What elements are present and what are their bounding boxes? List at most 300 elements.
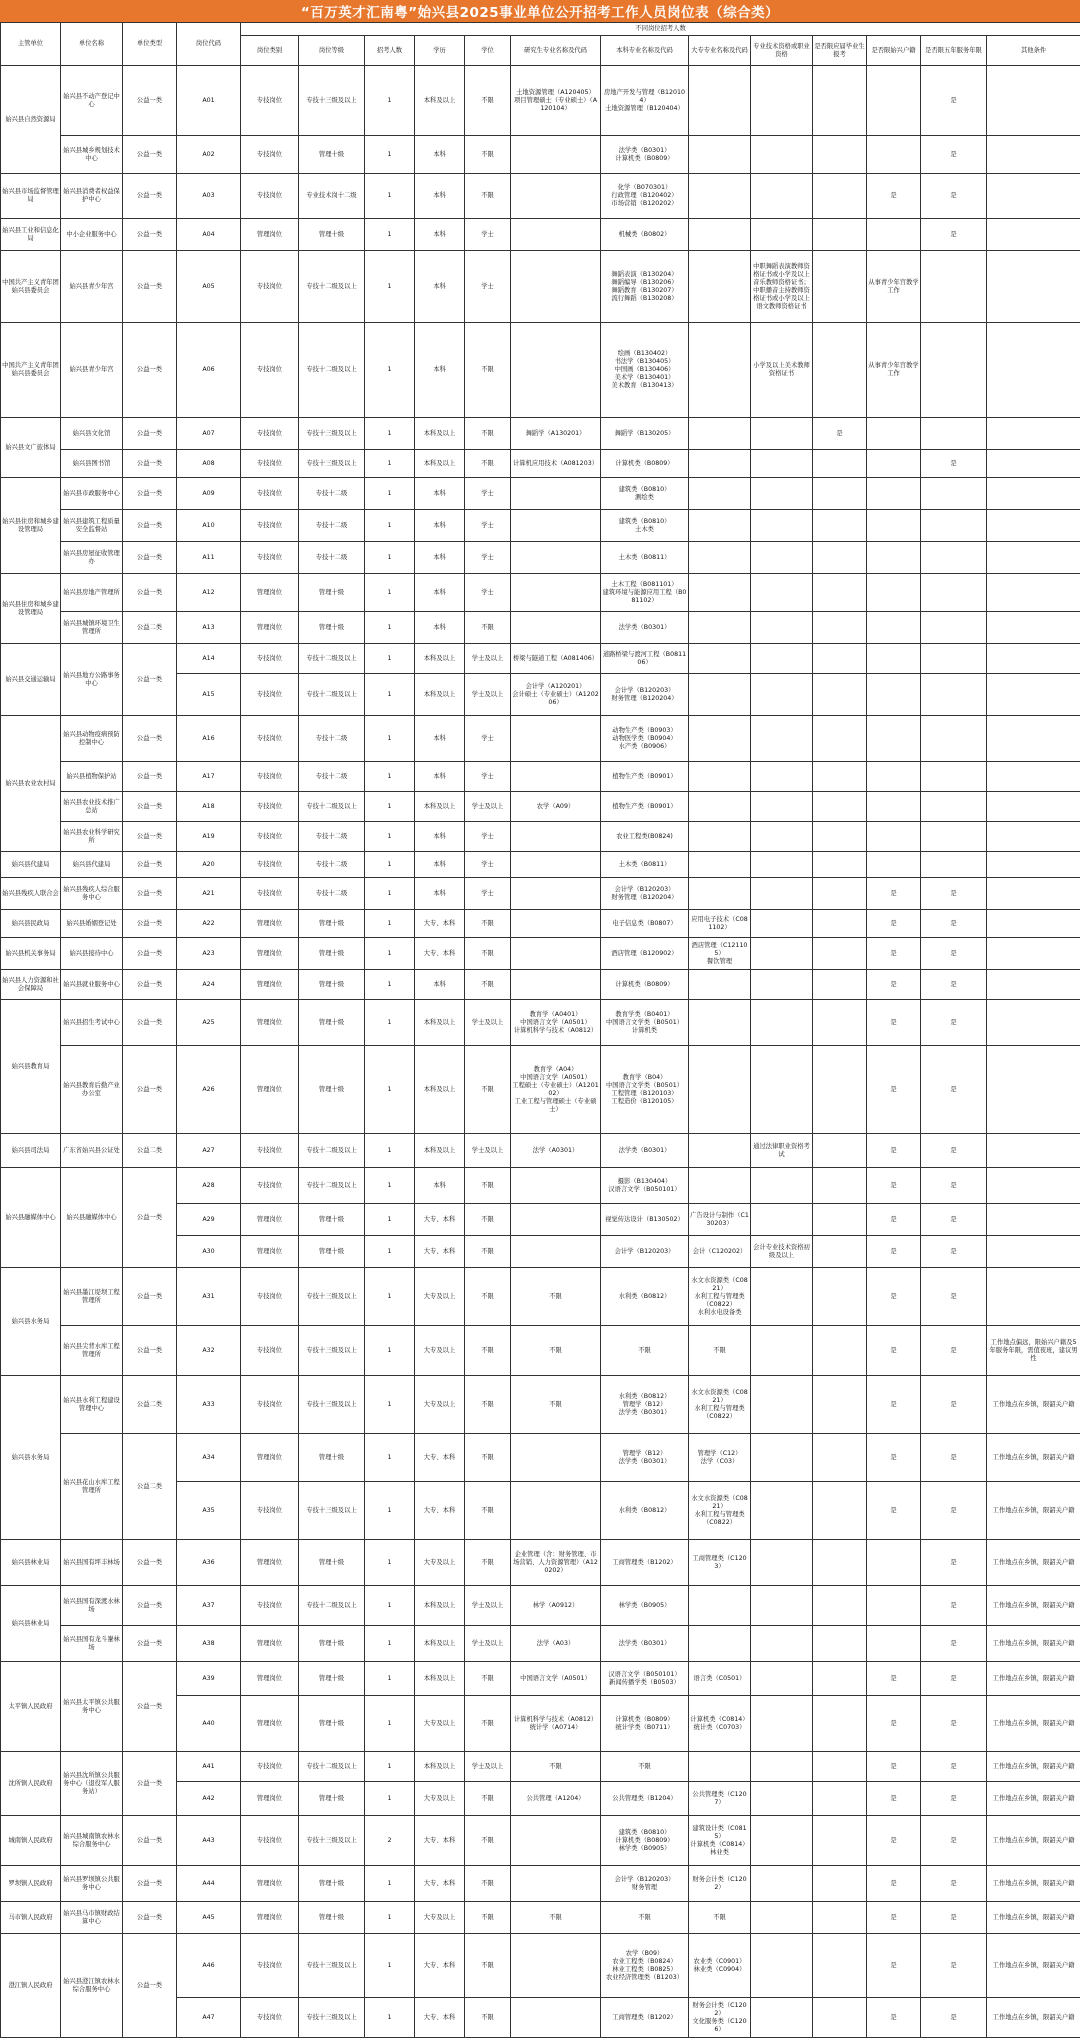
table-cell: 大专及以上	[415, 1902, 465, 1934]
table-cell: 学士及以上	[465, 1000, 511, 1046]
table-row	[1, 1268, 1080, 1326]
table-cell: 专技岗位	[241, 251, 299, 323]
table-cell: 工作地点在乡镇，限韶关户籍	[987, 1376, 1080, 1434]
table-cell: 不限	[465, 323, 511, 418]
table-cell	[987, 323, 1080, 418]
table-cell: 汉语言文学（B050101） 新闻传播学类（B0503）	[601, 1662, 689, 1696]
table-cell	[511, 574, 601, 612]
col-header: 岗位等级	[299, 36, 365, 66]
table-cell: 专技岗位	[241, 1268, 299, 1326]
unit-cell: 始兴县代建局	[61, 852, 123, 878]
table-cell: 1	[365, 1586, 415, 1626]
table-cell: 不限	[465, 612, 511, 644]
table-cell: 学士	[465, 251, 511, 323]
table-cell	[813, 970, 867, 1000]
table-cell	[511, 1482, 601, 1540]
table-cell: 专技岗位	[241, 822, 299, 852]
table-row	[1, 450, 1080, 478]
table-cell: 是	[921, 66, 987, 136]
table-cell	[813, 1866, 867, 1902]
table-cell: 1	[365, 136, 415, 174]
table-cell: 工作地点在乡镇，限韶关户籍	[987, 1586, 1080, 1626]
table-cell: 不限	[465, 1866, 511, 1902]
table-cell: 1	[365, 1866, 415, 1902]
table-cell: 1	[365, 66, 415, 136]
table-cell: 不限	[601, 1752, 689, 1782]
dept-cell: 始兴县代建局	[1, 852, 61, 878]
table-cell: 教育学（A0401） 中国语言文学（A0501） 计算机科学与技术（A0812）	[511, 1000, 601, 1046]
table-cell	[511, 716, 601, 762]
table-cell: 植物生产类（B0901）	[601, 762, 689, 792]
table-cell	[751, 1046, 813, 1134]
table-cell: 专技十二级	[299, 716, 365, 762]
unit-type-cell: 公益一类	[123, 1326, 177, 1376]
table-cell: 管理十级	[299, 136, 365, 174]
table-cell: 中职舞蹈表演教师资格证书或小学及以上音乐教师资格证书；中职播音主持教师资格证书或小学及以上语文教师资格证书	[751, 251, 813, 323]
table-cell: A09	[177, 478, 241, 510]
table-cell	[813, 938, 867, 970]
table-cell	[987, 970, 1080, 1000]
table-cell: 教育学（B04） 中国语言文学类（B0501） 工程管理（B120103） 工程造价（B120105）	[601, 1046, 689, 1134]
table-cell: 专技十三级及以上	[299, 66, 365, 136]
table-cell: 是	[921, 1376, 987, 1434]
table-row	[1, 970, 1080, 1000]
table-cell	[867, 822, 921, 852]
table-cell: 专技十三级及以上	[299, 1326, 365, 1376]
table-cell: 财务会计类（C1202） 文化服务类（C1206）	[689, 1998, 751, 2038]
table-cell: 管理十级	[299, 1696, 365, 1752]
table-cell: 是	[921, 1236, 987, 1268]
table-row	[1, 478, 1080, 510]
unit-cell: 始兴县澄江镇农林水综合服务中心	[61, 1934, 123, 2038]
table-cell: 学士	[465, 852, 511, 878]
table-cell	[751, 852, 813, 878]
table-cell: 水利类（B0812）	[601, 1482, 689, 1540]
unit-type-cell: 公益一类	[123, 1752, 177, 1816]
table-cell	[813, 674, 867, 716]
table-cell: 是	[867, 1696, 921, 1752]
table-cell: 教育学类（B0401） 中国语言文学类（B0501） 计算机类	[601, 1000, 689, 1046]
table-cell: A16	[177, 716, 241, 762]
table-cell	[751, 762, 813, 792]
table-cell: 是	[867, 1236, 921, 1268]
table-cell: 不限	[465, 450, 511, 478]
table-cell	[987, 1046, 1080, 1134]
table-cell	[987, 1268, 1080, 1326]
table-row	[1, 251, 1080, 323]
table-cell: 土木工程（B081101） 建筑环境与能源应用工程（B081102）	[601, 574, 689, 612]
table-row	[1, 612, 1080, 644]
table-cell	[511, 822, 601, 852]
table-cell: 专技岗位	[241, 542, 299, 574]
unit-type-cell: 公益一类	[123, 970, 177, 1000]
dept-cell: 始兴县住房和城乡建设管理局	[1, 478, 61, 574]
table-row	[1, 1816, 1080, 1866]
table-row	[1, 1866, 1080, 1902]
table-cell: 1	[365, 1782, 415, 1816]
table-cell: 专技岗位	[241, 66, 299, 136]
table-cell: 本科	[415, 822, 465, 852]
table-cell: 专技岗位	[241, 1376, 299, 1434]
table-cell	[867, 762, 921, 792]
col-header: 是否限五年服务年限	[921, 36, 987, 66]
table-row	[1, 822, 1080, 852]
table-cell	[511, 878, 601, 910]
table-cell	[689, 136, 751, 174]
unit-type-cell: 公益一类	[123, 478, 177, 510]
table-cell: 是	[867, 1268, 921, 1326]
table-cell: 应用电子技术（C081102）	[689, 910, 751, 938]
dept-cell: 始兴县融媒体中心	[1, 1168, 61, 1268]
table-cell: 1	[365, 542, 415, 574]
table-cell	[813, 1046, 867, 1134]
table-cell: 法学类（B0301）	[601, 1626, 689, 1662]
table-cell: 大专、本科	[415, 1482, 465, 1540]
table-cell: 1	[365, 762, 415, 792]
table-cell	[511, 174, 601, 219]
table-cell: 专技岗位	[241, 450, 299, 478]
table-cell: 专技十二级	[299, 878, 365, 910]
table-cell: 专技岗位	[241, 852, 299, 878]
dept-cell: 始兴县文广旅体局	[1, 418, 61, 478]
table-cell: 学士	[465, 878, 511, 910]
table-cell: 不限	[465, 938, 511, 970]
table-cell: 本科	[415, 323, 465, 418]
unit-type-cell: 公益一类	[123, 1902, 177, 1934]
table-cell: 1	[365, 1168, 415, 1204]
table-cell	[921, 716, 987, 762]
table-cell: 专技岗位	[241, 792, 299, 822]
table-cell	[689, 1000, 751, 1046]
table-cell: 专技岗位	[241, 510, 299, 542]
table-cell: 1	[365, 1046, 415, 1134]
table-cell	[751, 1204, 813, 1236]
unit-cell: 始兴县水利工程建设管理中心	[61, 1376, 123, 1434]
table-cell: 管理岗位	[241, 1866, 299, 1902]
dept-cell: 始兴县农业农村局	[1, 716, 61, 852]
table-cell: 建筑设计类（C0815） 计算机类（C0814） 林业类	[689, 1816, 751, 1866]
table-cell: 管理十级	[299, 1236, 365, 1268]
table-cell: 语言类（C0501）	[689, 1662, 751, 1696]
unit-cell: 始兴县农业技术推广总站	[61, 792, 123, 822]
table-cell: 不限	[511, 1376, 601, 1434]
table-cell	[921, 574, 987, 612]
dept-cell: 马市镇人民政府	[1, 1902, 61, 1934]
table-cell: 工作地点在乡镇，限韶关户籍	[987, 1866, 1080, 1902]
table-cell: 本科	[415, 510, 465, 542]
table-cell: 是	[867, 1134, 921, 1168]
table-cell	[921, 822, 987, 852]
unit-cell: 始兴县国有坪丰林场	[61, 1540, 123, 1586]
table-cell: 2	[365, 1816, 415, 1866]
unit-type-cell: 公益一类	[123, 762, 177, 792]
table-cell	[813, 1236, 867, 1268]
table-row	[1, 1046, 1080, 1134]
table-cell	[511, 1934, 601, 1998]
table-cell: 舞蹈学（A130201）	[511, 418, 601, 450]
table-cell	[987, 852, 1080, 878]
table-cell: 本科及以上	[415, 792, 465, 822]
table-cell	[689, 418, 751, 450]
table-cell	[689, 852, 751, 878]
table-cell: A18	[177, 792, 241, 822]
table-cell: 工作地点在乡镇，限韶关户籍	[987, 1540, 1080, 1586]
table-cell: 管理十级	[299, 1662, 365, 1696]
table-cell: 舞蹈学（B130205）	[601, 418, 689, 450]
table-cell: 工作地点在乡镇，限韶关户籍	[987, 1696, 1080, 1752]
table-cell: 管理岗位	[241, 938, 299, 970]
table-cell: 1	[365, 1626, 415, 1662]
table-cell: A46	[177, 1934, 241, 1998]
table-cell: 学士	[465, 716, 511, 762]
table-cell: 绘画（B130402） 书法学（B130405） 中国画（B130406） 美术学（B130401） 美术教育（B130413）	[601, 323, 689, 418]
table-cell	[689, 219, 751, 251]
table-cell: A25	[177, 1000, 241, 1046]
table-cell: 专技岗位	[241, 1934, 299, 1998]
table-cell: 工商管理类（B1202）	[601, 1540, 689, 1586]
table-cell: 1	[365, 792, 415, 822]
table-cell: 1	[365, 1376, 415, 1434]
table-cell	[689, 970, 751, 1000]
table-cell: 管理岗位	[241, 612, 299, 644]
table-cell	[813, 1696, 867, 1752]
table-cell	[689, 450, 751, 478]
table-cell: 管理岗位	[241, 1902, 299, 1934]
table-cell	[921, 762, 987, 792]
table-cell	[751, 938, 813, 970]
table-cell: 不限	[465, 1482, 511, 1540]
table-cell: 不限	[465, 1816, 511, 1866]
table-cell: 本科	[415, 542, 465, 574]
table-cell: 管理十级	[299, 1626, 365, 1662]
table-cell: A13	[177, 612, 241, 644]
unit-cell: 始兴县建筑工程质量安全监督站	[61, 510, 123, 542]
table-cell: 本科	[415, 251, 465, 323]
table-cell: 1	[365, 644, 415, 674]
unit-type-cell: 公益一类	[123, 1626, 177, 1662]
table-row	[1, 542, 1080, 574]
unit-cell: 始兴县房地产管理所	[61, 574, 123, 612]
table-cell: 土木类（B0811）	[601, 852, 689, 878]
table-cell	[987, 938, 1080, 970]
col-header: 主管单位	[1, 23, 61, 66]
table-cell: 水利类（B0812） 管理学（B12） 法学类（B0301）	[601, 1376, 689, 1434]
unit-type-cell: 公益一类	[123, 1540, 177, 1586]
table-cell: 计算机应用技术（A081203）	[511, 450, 601, 478]
table-row	[1, 644, 1080, 674]
table-cell	[689, 542, 751, 574]
table-cell: 专技十三级及以上	[299, 1376, 365, 1434]
table-cell	[511, 1866, 601, 1902]
table-cell	[511, 612, 601, 644]
table-cell: 本科	[415, 478, 465, 510]
table-cell: 林学类（B0905）	[601, 1586, 689, 1626]
unit-type-cell: 公益一类	[123, 1000, 177, 1046]
table-cell: 是	[867, 910, 921, 938]
dept-cell: 始兴县交通运输局	[1, 644, 61, 716]
table-cell: 学士及以上	[465, 644, 511, 674]
table-cell: 1	[365, 1540, 415, 1586]
table-cell	[813, 542, 867, 574]
table-cell	[867, 612, 921, 644]
col-header: 是否限应届毕业生报考	[813, 36, 867, 66]
table-cell: 是	[921, 878, 987, 910]
dept-cell: 始兴县人力资源和社会保障局	[1, 970, 61, 1000]
table-cell	[867, 450, 921, 478]
table-cell: 管理十级	[299, 1866, 365, 1902]
table-cell	[751, 1696, 813, 1752]
unit-type-cell: 公益一类	[123, 938, 177, 970]
table-row	[1, 1000, 1080, 1046]
table-cell: 专技十三级及以上	[299, 450, 365, 478]
table-cell	[921, 852, 987, 878]
table-cell: 通过法律职业资格考试	[751, 1134, 813, 1168]
table-cell	[921, 792, 987, 822]
table-cell: 是	[921, 938, 987, 970]
table-row	[1, 1134, 1080, 1168]
table-cell: 专技岗位	[241, 1168, 299, 1204]
table-cell: 法学类（B0301）	[601, 1134, 689, 1168]
table-cell: 不限	[465, 1434, 511, 1482]
table-cell	[689, 878, 751, 910]
table-cell	[921, 644, 987, 674]
table-row	[1, 323, 1080, 418]
table-cell: 是	[867, 1326, 921, 1376]
table-cell: 本科	[415, 174, 465, 219]
table-cell	[751, 1586, 813, 1626]
unit-type-cell: 公益一类	[123, 1268, 177, 1326]
table-cell	[813, 1134, 867, 1168]
table-cell	[987, 478, 1080, 510]
table-cell	[813, 878, 867, 910]
table-cell: 专技十二级及以上	[299, 323, 365, 418]
table-cell	[813, 174, 867, 219]
table-cell: 酒店管理（C121105） 餐饮管理	[689, 938, 751, 970]
table-cell: 不限	[465, 1696, 511, 1752]
table-cell: 不限	[465, 174, 511, 219]
table-cell	[751, 1268, 813, 1326]
table-cell	[511, 136, 601, 174]
table-cell: A19	[177, 822, 241, 852]
table-cell: A24	[177, 970, 241, 1000]
table-cell: 企业管理（含：财务管理、市场营销、人力资源管理）（A120202）	[511, 1540, 601, 1586]
col-header: 研究生专业名称及代码	[511, 36, 601, 66]
table-cell: 不限	[465, 1540, 511, 1586]
table-cell: 管理学（C12） 法学（C03）	[689, 1434, 751, 1482]
table-cell	[987, 674, 1080, 716]
table-row	[1, 174, 1080, 219]
table-cell: 管理岗位	[241, 970, 299, 1000]
table-cell: 从事青少年宫教学工作	[867, 323, 921, 418]
table-cell: 不限	[465, 66, 511, 136]
table-cell	[751, 1902, 813, 1934]
table-cell	[751, 478, 813, 510]
table-cell	[751, 1866, 813, 1902]
table-row	[1, 716, 1080, 762]
table-cell: 本科	[415, 1168, 465, 1204]
table-cell: 视觉传达设计（B130502）	[601, 1204, 689, 1236]
table-cell: 1	[365, 1998, 415, 2038]
table-cell	[987, 1134, 1080, 1168]
unit-type-cell: 公益一类	[123, 542, 177, 574]
unit-type-cell: 公益一类	[123, 1046, 177, 1134]
unit-type-cell: 公益一类	[123, 822, 177, 852]
dept-cell: 始兴县民政局	[1, 910, 61, 938]
table-cell: 本科及以上	[415, 1000, 465, 1046]
table-row	[1, 418, 1080, 450]
table-cell: 大专及以上	[415, 1696, 465, 1752]
table-cell: 不限	[465, 1998, 511, 2038]
unit-type-cell: 公益一类	[123, 792, 177, 822]
unit-type-cell: 公益二类	[123, 1376, 177, 1434]
table-cell	[921, 478, 987, 510]
table-cell	[867, 674, 921, 716]
table-row	[1, 1626, 1080, 1662]
table-cell: 专技岗位	[241, 1326, 299, 1376]
table-cell	[689, 674, 751, 716]
unit-type-cell: 公益二类	[123, 1434, 177, 1540]
unit-cell: 始兴县城镇环境卫生管理所	[61, 612, 123, 644]
table-cell: 大专、本科	[415, 1866, 465, 1902]
table-cell: 工作地点在乡镇，限韶关户籍	[987, 1626, 1080, 1662]
table-cell: 大专、本科	[415, 910, 465, 938]
unit-cell: 始兴县尖背水库工程管理所	[61, 1326, 123, 1376]
table-cell: 广告设计与制作（C130203）	[689, 1204, 751, 1236]
table-cell	[987, 1168, 1080, 1204]
table-cell	[751, 136, 813, 174]
table-cell: 工作地点在乡镇，限韶关户籍	[987, 1434, 1080, 1482]
table-cell: 酒店管理（B120902）	[601, 938, 689, 970]
table-cell: 工作地点偏远，限始兴户籍及5年服务年限，需值夜班，建议男性	[987, 1326, 1080, 1376]
table-cell: 是	[921, 450, 987, 478]
table-cell: 是	[921, 910, 987, 938]
table-cell	[751, 822, 813, 852]
dept-cell: 始兴县林业局	[1, 1540, 61, 1586]
table-cell: 学士及以上	[465, 792, 511, 822]
table-cell: 1	[365, 1134, 415, 1168]
table-cell: 本科及以上	[415, 450, 465, 478]
table-cell: 是	[921, 1168, 987, 1204]
table-cell	[751, 1168, 813, 1204]
unit-cell: 始兴县消费者权益保护中心	[61, 174, 123, 219]
table-cell: A35	[177, 1482, 241, 1540]
unit-type-cell: 公益一类	[123, 910, 177, 938]
table-cell	[813, 644, 867, 674]
table-cell	[987, 716, 1080, 762]
table-cell: 法学（A0301）	[511, 1134, 601, 1168]
table-cell: 管理岗位	[241, 910, 299, 938]
table-cell: 建筑类（B0810） 计算机类（B0809） 林学类（B0905）	[601, 1816, 689, 1866]
unit-cell: 始兴县太平镇公共服务中心	[61, 1662, 123, 1752]
table-cell: 专技岗位	[241, 1482, 299, 1540]
table-cell: A21	[177, 878, 241, 910]
unit-cell: 始兴县城乡规划技术中心	[61, 136, 123, 174]
table-cell: 是	[867, 1662, 921, 1696]
table-cell	[511, 852, 601, 878]
table-cell: 管理十级	[299, 1902, 365, 1934]
dept-cell: 澄江镇人民政府	[1, 1934, 61, 2038]
dept-cell: 始兴县水务局	[1, 1376, 61, 1540]
table-cell: 本科	[415, 136, 465, 174]
col-header: 岗位代码	[177, 23, 241, 66]
table-cell: 专技岗位	[241, 478, 299, 510]
unit-type-cell: 公益一类	[123, 174, 177, 219]
col-header: 其他条件	[987, 36, 1080, 66]
table-cell: 不限	[511, 1752, 601, 1782]
table-cell: 不限	[601, 1902, 689, 1934]
table-cell: 是	[921, 219, 987, 251]
unit-type-cell: 公益一类	[123, 66, 177, 136]
